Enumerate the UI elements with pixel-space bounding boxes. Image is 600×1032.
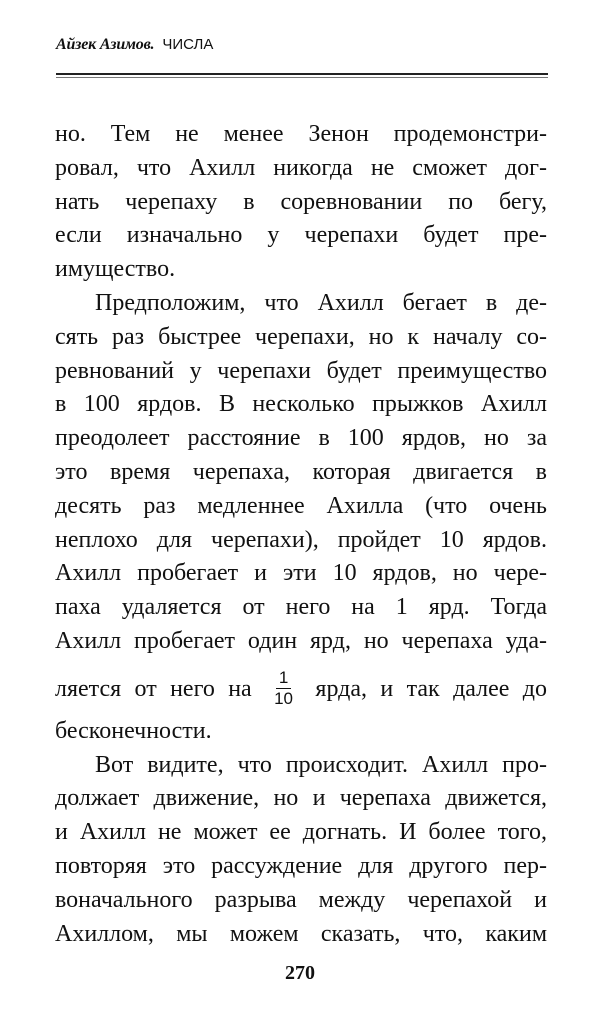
text-line: паха удаляется от него на 1 ярд. Тогда [55, 594, 547, 621]
text-line: если изначально у черепахи будет пре- [55, 222, 547, 249]
fraction-line-after: ярда, и так далее до [315, 675, 548, 702]
text-line: повторяя это рассуждение для другого пер- [55, 852, 547, 879]
paragraph-first-line: Вот видите, что происходит. Ахилл про- [95, 751, 547, 778]
text-line: имущество. [55, 256, 176, 283]
text-line: Ахилл пробегает и эти 10 ярдов, но чере- [55, 560, 547, 587]
text-line: преодолеет расстояние в 100 ярдов, но за [55, 425, 547, 452]
text-line: неплохо для черепахи), пройдет 10 ярдов. [55, 526, 547, 553]
text-line: в 100 ярдов. В несколько прыжков Ахилл [55, 391, 547, 418]
running-head [56, 35, 213, 55]
text-line: ревнований у черепахи будет преимущество [55, 357, 547, 384]
body-text [55, 118, 547, 951]
text-line: Ахилл пробегает один ярд, но черепаха уда- [55, 627, 547, 654]
page-number: 270 [285, 962, 315, 984]
text-line: воначального разрыва между черепахой и [55, 886, 547, 913]
fraction-one-tenth [271, 668, 296, 709]
text-line: десять раз медленнее Ахилла (что очень [55, 492, 547, 519]
fraction-line-before: ляется от него на [55, 675, 252, 702]
running-head-book-title: ЧИСЛА [162, 36, 214, 53]
paragraph-first-line: Предположим, что Ахилл бегает в де- [95, 289, 547, 316]
fraction-numerator: 1 [276, 668, 291, 689]
text-line: сять раз быстрее черепахи, но к началу со- [55, 323, 547, 350]
text-line: бесконечности. [55, 717, 212, 744]
text-line: и Ахилл не может ее догнать. И более того, [55, 819, 547, 846]
fraction-denominator: 10 [274, 688, 294, 708]
text-line: должает движение, но и черепаха движется, [55, 785, 547, 812]
running-head-author: Айзек Азимов. [56, 36, 155, 53]
text-line: но. Тем не менее Зенон продемонстри- [55, 121, 547, 147]
text-line: Ахиллом, мы можем сказать, что, каким [55, 920, 547, 947]
text-line-with-fraction [55, 665, 547, 713]
text-line: ровал, что Ахилл никогда не сможет дог- [55, 154, 547, 181]
text-line: нать черепаху в соревновании по бегу, [55, 188, 547, 215]
header-double-rule [56, 73, 548, 78]
text-line: это время черепаха, которая двигается в [55, 458, 547, 485]
